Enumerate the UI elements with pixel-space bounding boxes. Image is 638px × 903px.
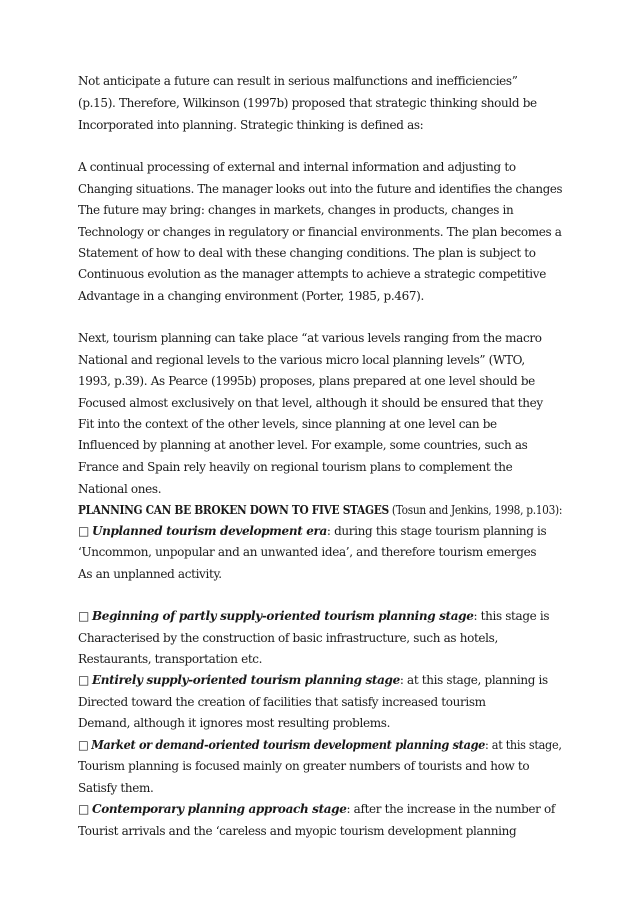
paragraph-line: A continual processing of external and internal information and adjusting to: [78, 160, 516, 174]
paragraph-line: Continuous evolution as the manager attempts to achieve a strategic competitive: [78, 267, 546, 281]
checkbox-glyph-icon: □: [78, 738, 89, 752]
stage-text: : at this stage, planning is: [399, 673, 548, 687]
stage-item: [78, 609, 549, 623]
paragraph-line: Changing situations. The manager looks out into the future and identifies the changes: [78, 182, 563, 196]
paragraph-line: Influenced by planning at another level. For example, some countries, such as: [78, 438, 528, 452]
paragraph-line: Technology or changes in regulatory or financial environments. The plan becomes a: [78, 225, 562, 239]
paragraph-line: The future may bring: changes in markets, changes in products, changes in: [78, 203, 514, 217]
section-heading-citation: (Tosun and Jenkins, 1998, p.103):: [388, 503, 563, 517]
paragraph-line: National ones.: [78, 482, 162, 496]
paragraph-line: Satisfy them.: [78, 781, 154, 795]
stage-title: Unplanned tourism development era: [92, 524, 327, 538]
paragraph-line: Not anticipate a future can result in serious malfunctions and inefficiencies”: [78, 74, 518, 88]
checkbox-glyph-icon: □: [78, 802, 89, 816]
paragraph-line: National and regional levels to the various micro local planning levels” (WTO,: [78, 353, 525, 367]
paragraph-line: Fit into the context of the other levels, since planning at one level can be: [78, 417, 497, 431]
stage-item: [78, 524, 546, 538]
paragraph-line: (p.15). Therefore, Wilkinson (1997b) proposed that strategic thinking should be: [78, 96, 537, 110]
paragraph-line: France and Spain rely heavily on regional tourism plans to complement the: [78, 460, 513, 474]
paragraph-line: Directed toward the creation of facilities that satisfy increased tourism: [78, 695, 486, 709]
stage-text: : at this stage,: [485, 738, 562, 752]
paragraph-line: Advantage in a changing environment (Porter, 1985, p.467).: [78, 289, 424, 303]
stage-text: : during this stage tourism planning is: [326, 524, 547, 538]
section-heading: [78, 503, 562, 517]
stage-title: Contemporary planning approach stage: [92, 802, 347, 816]
stage-title: Entirely supply-oriented tourism planning stage: [92, 673, 400, 687]
paragraph-line: Tourist arrivals and the ‘careless and myopic tourism development planning: [78, 824, 517, 838]
paragraph-line: ‘Uncommon, unpopular and an unwanted idea’, and therefore tourism emerges: [78, 545, 537, 559]
paragraph-line: Demand, although it ignores most resulting problems.: [78, 716, 391, 730]
paragraph-line: Characterised by the construction of basic infrastructure, such as hotels,: [78, 631, 498, 645]
checkbox-glyph-icon: □: [78, 673, 89, 687]
section-heading-bold: PLANNING CAN BE BROKEN DOWN TO FIVE STAGES: [78, 503, 389, 517]
stage-text: : this stage is: [473, 609, 550, 623]
paragraph-line: As an unplanned activity.: [78, 567, 222, 581]
paragraph-line: Restaurants, transportation etc.: [78, 652, 263, 666]
stage-title: Market or demand-oriented tourism development planning stage: [91, 738, 486, 752]
stage-text: : after the increase in the number of: [346, 802, 555, 816]
paragraph-line: Focused almost exclusively on that level, although it should be ensured that they: [78, 396, 543, 410]
checkbox-glyph-icon: □: [78, 609, 89, 623]
stage-item: [78, 673, 548, 687]
stage-title: Beginning of partly supply-oriented tourism planning stage: [92, 609, 474, 623]
paragraph-line: Tourism planning is focused mainly on greater numbers of tourists and how to: [78, 759, 530, 773]
paragraph-line: Incorporated into planning. Strategic thinking is defined as:: [78, 118, 424, 132]
stage-item: [78, 738, 562, 752]
checkbox-glyph-icon: □: [78, 524, 89, 538]
paragraph-line: Next, tourism planning can take place “at various levels ranging from the macro: [78, 331, 542, 345]
paragraph-line: Statement of how to deal with these changing conditions. The plan is subject to: [78, 246, 536, 260]
stage-item: [78, 802, 555, 816]
paragraph-line: 1993, p.39). As Pearce (1995b) proposes, plans prepared at one level should be: [78, 374, 535, 388]
